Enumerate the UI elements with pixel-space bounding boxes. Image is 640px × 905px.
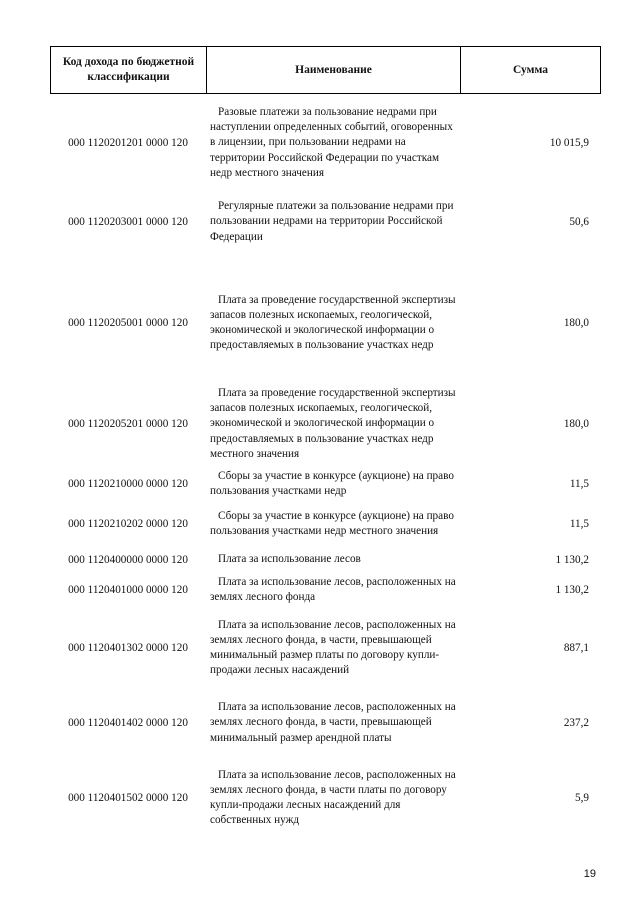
row-code: 000 1120400000 0000 120 — [68, 554, 188, 566]
row-code: 000 1120205001 0000 120 — [68, 317, 188, 329]
table-row — [50, 192, 601, 252]
table-row — [50, 548, 601, 572]
table-row — [50, 500, 601, 548]
row-sum: 1 130,2 — [555, 554, 589, 566]
row-code: 000 1120401000 0000 120 — [68, 584, 188, 596]
row-name: Плата за проведение государственной экспертизы запасов полезных ископаемых, геологической, экономической и экологической информации о предоставляемых в пользование участках недр местного значения — [210, 386, 456, 460]
header-sum: Сумма — [513, 63, 548, 76]
row-code: 000 1120205201 0000 120 — [68, 418, 188, 430]
row-name: Плата за проведение государственной экспертизы запасов полезных ископаемых, геологической, экономической и экологической информации о предоставляемых в пользование участках недр — [210, 293, 456, 352]
table-row — [50, 572, 601, 608]
header-name: Наименование — [207, 47, 461, 93]
row-name: Плата за использование лесов, расположенных на землях лесного фонда — [210, 575, 456, 603]
row-code: 000 1120401502 0000 120 — [68, 792, 188, 804]
table-row — [50, 688, 601, 758]
row-code: 000 1120201201 0000 120 — [68, 137, 188, 149]
row-name: Плата за использование лесов — [218, 553, 361, 566]
row-sum: 887,1 — [563, 642, 589, 654]
header-code: Код дохода по бюджетной классификации — [51, 47, 207, 93]
table-row — [50, 608, 601, 688]
table-row — [50, 468, 601, 500]
row-sum: 180,0 — [563, 317, 589, 329]
row-name: Сборы за участие в конкурсе (аукционе) на право пользования участками недр — [210, 469, 454, 497]
row-sum: 11,5 — [569, 518, 589, 530]
row-sum: 180,0 — [563, 418, 589, 430]
row-name: Плата за использование лесов, расположенных на землях лесного фонда, в части, превышающей минимальный размер платы по договору купли-продажи лесных насаждений — [210, 618, 456, 677]
row-sum: 50,6 — [569, 216, 589, 228]
row-name: Плата за использование лесов, расположенных на землях лесного фонда, в части, превышающей минимальный размер арендной платы — [210, 701, 456, 744]
row-sum: 237,2 — [563, 717, 589, 729]
table-body — [50, 94, 601, 838]
row-code: 000 1120401402 0000 120 — [68, 717, 188, 729]
page-number: 19 — [583, 868, 596, 880]
table-row — [50, 252, 601, 368]
row-name: Регулярные платежи за пользование недрами при пользовании недрами на территории Российской Федерации — [210, 200, 454, 243]
table-row — [50, 758, 601, 838]
table-row — [50, 94, 601, 192]
row-code: 000 1120210202 0000 120 — [68, 518, 188, 530]
row-name: Разовые платежи за пользование недрами при наступлении определенных событий, оговоренных в лицензии, при пользовании недрами на территории Российской Федерации по участкам недр местного значения — [210, 105, 453, 179]
row-name: Сборы за участие в конкурсе (аукционе) на право пользования участками недр местного значения — [210, 509, 454, 537]
row-code: 000 1120210000 0000 120 — [68, 478, 188, 490]
row-sum: 10 015,9 — [549, 137, 589, 149]
row-sum: 1 130,2 — [555, 584, 589, 596]
row-sum: 11,5 — [569, 478, 589, 490]
table-header — [50, 46, 601, 94]
table-row — [50, 368, 601, 468]
row-sum: 5,9 — [575, 792, 589, 804]
row-name: Плата за использование лесов, расположенных на землях лесного фонда, в части платы по договору купли-продажи лесных насаждений для собственных нужд — [210, 768, 456, 827]
row-code: 000 1120203001 0000 120 — [68, 216, 188, 228]
row-code: 000 1120401302 0000 120 — [68, 642, 188, 654]
